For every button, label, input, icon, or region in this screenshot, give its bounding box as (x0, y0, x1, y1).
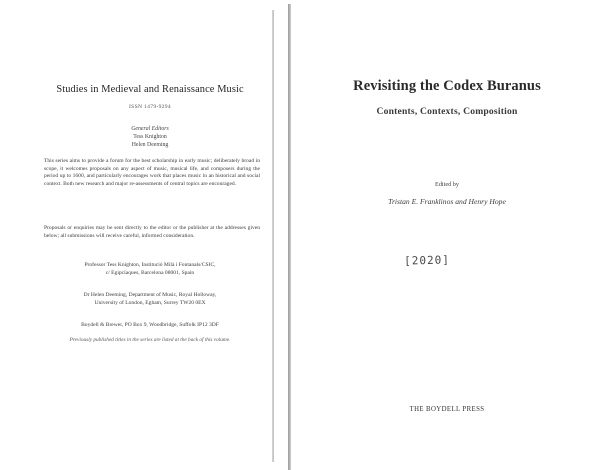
publisher-imprint: THE BOYDELL PRESS (409, 406, 485, 413)
address-line: University of London, Egham, Surrey TW20 0EX (94, 299, 206, 306)
address-line: Dr Helen Deeming, Department of Music, Royal Holloway, (83, 292, 217, 298)
right-page (292, 0, 600, 470)
general-editors-heading: General Editors (131, 126, 169, 132)
series-title: Studies in Medieval and Renaissance Music (56, 84, 244, 95)
address-line: c/ Egipcíaques, Barcelona 08001, Spain (105, 269, 195, 276)
previously-published-note: Previously published titles in the series are listed at the back of this volume. (69, 337, 231, 343)
address-deeming (30, 292, 270, 307)
address-knighton (30, 262, 270, 277)
address-line: Professor Tess Knighton, Institució Milà i Fontanals/CSIC, (84, 262, 216, 268)
handwritten-year-note: [2020] (403, 253, 451, 268)
general-editor-name: Tess Knighton (133, 134, 167, 140)
issn: ISSN 1479-9294 (129, 104, 171, 110)
book-subtitle: Contents, Contexts, Composition (376, 106, 518, 117)
book-title: Revisiting the Codex Buranus (353, 78, 541, 94)
address-publisher: Boydell & Brewer, PO Box 9, Woodbridge, Suffolk IP12 3DF (81, 322, 219, 328)
general-editor-name: Helen Deeming (131, 142, 169, 148)
series-description: This series aims to provide a forum for the best scholarship in early music; deliberately broad in scope, it welcomes proposals on any aspect of music, musical life, and composers during the period up to 1600, and particularly encourages work that places music in an historical and social context. Both new research and major re-assessments of central topics are encouraged. (44, 158, 260, 187)
edited-by-label: Edited by (435, 181, 459, 188)
proposals-note: Proposals or enquiries may be sent directly to the editor or the publisher at the addresses given below; all submissions will receive careful, informed consideration. (44, 225, 260, 239)
volume-editors: Tristan E. Franklinos and Henry Hope (388, 197, 506, 206)
